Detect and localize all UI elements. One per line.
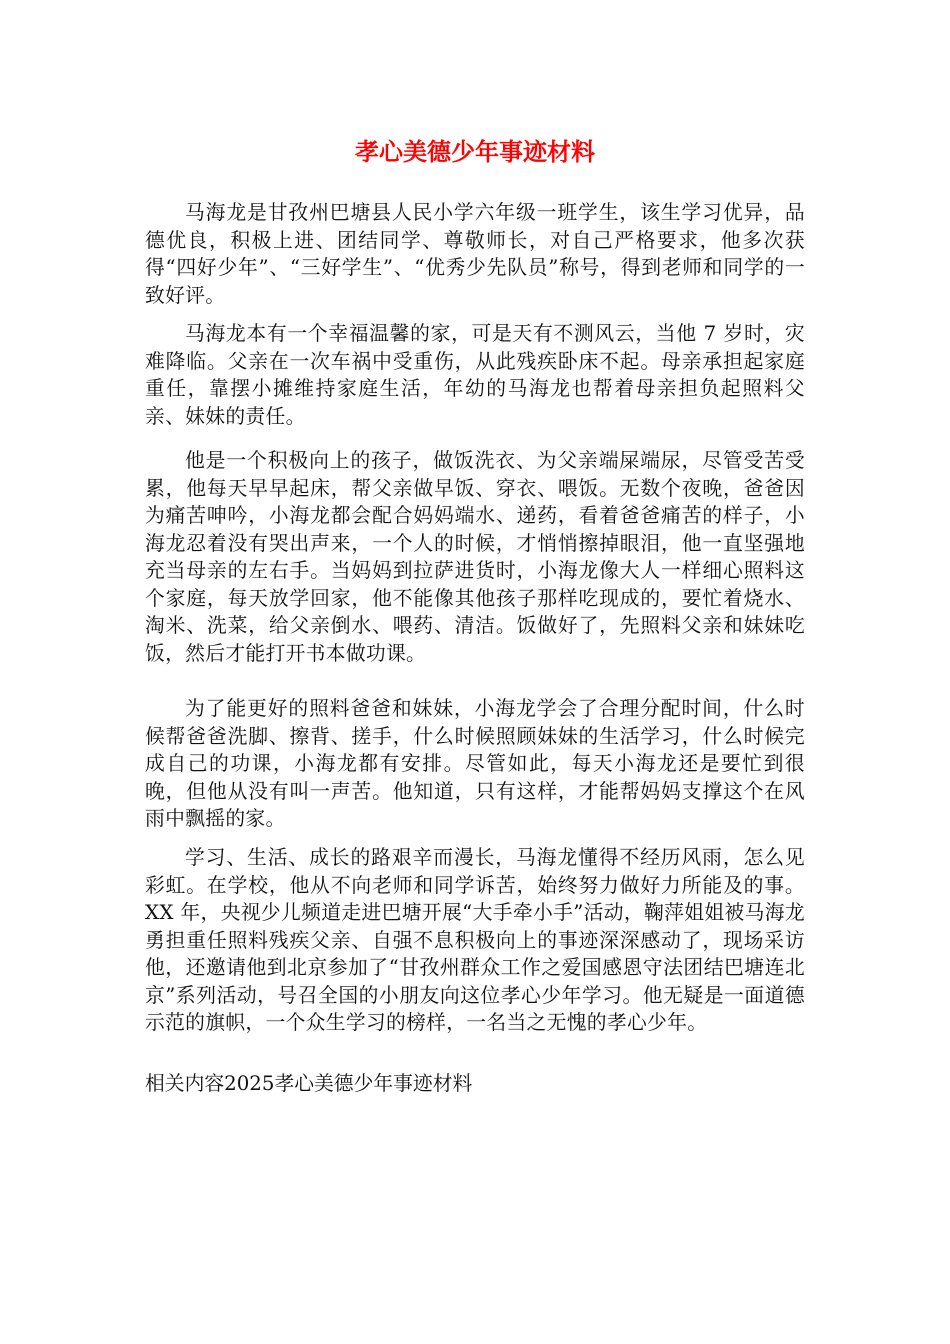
body-paragraph-4: 为了能更好的照料爸爸和妹妹，小海龙学会了合理分配时间，什么时候帮爸爸洗脚、擦背、搓手，什么时候照顾妹妹的生活学习，什么时候完成自己的功课，小海龙都有安排。尽管如此，每天小海龙还是要忙到很晚，但他从没有叫一声苦。他知道，只有这样，才能帮妈妈支撑这个在风雨中飘摇的家。 — [145, 697, 805, 830]
body-paragraph-2: 马海龙本有一个幸福温馨的家，可是天有不测风云，当他 7 岁时，灾难降临。父亲在一次车祸中受重伤，从此残疾卧床不起。母亲承担起家庭重任，靠摆小摊维持家庭生活，年幼的马海龙也帮着母亲担负起照料父亲、妹妹的责任。 — [145, 322, 805, 428]
body-paragraph-1: 马海龙是甘孜州巴塘县人民小学六年级一班学生，该生学习优异，品德优良，积极上进、团结同学、尊敬师长，对自己严格要求，他多次获得“四好少年”、“三好学生”、“优秀少先队员”称号，得到老师和同学的一致好评。 — [145, 201, 805, 307]
document-title: 孝心美德少年事迹材料 — [355, 138, 595, 166]
body-paragraph-3: 他是一个积极向上的孩子，做饭洗衣、为父亲端屎端尿，尽管受苦受累，他每天早早起床，帮父亲做早饭、穿衣、喂饭。无数个夜晚，爸爸因为痛苦呻吟，小海龙都会配合妈妈端水、递药，看着爸爸痛苦的样子，小海龙忍着没有哭出声来，一个人的时候，才悄悄擦掉眼泪，他一直坚强地充当母亲的左右手。当妈妈到拉萨进货时，小海龙像大人一样细心照料这个家庭，每天放学回家，他不能像其他孩子那样吃现成的，要忙着烧水、淘米、洗菜，给父亲倒水、喂药、清洁。饭做好了，先照料父亲和妹妹吃饭，然后才能打开书本做功课。 — [145, 449, 805, 665]
related-content-line: 相关内容2025孝心美德少年事迹材料 — [145, 1072, 473, 1095]
body-paragraph-5: 学习、生活、成长的路艰辛而漫长，马海龙懂得不经历风雨，怎么见彩虹。在学校，他从不向老师和同学诉苦，始终努力做好力所能及的事。XX 年，央视少儿频道走进巴塘开展“大手牵小手”活动，鞠萍姐姐被马海龙勇担重任照料残疾父亲、自强不息积极向上的事迹深深感动了，现场采访他，还邀请他到北京参加了“甘孜州群众工作之爱国感恩守法团结巴塘连北京”系列活动，号召全国的小朋友向这位孝心少年学习。他无疑是一面道德示范的旗帜，一个众生学习的榜样，一名当之无愧的孝心少年。 — [145, 846, 805, 1034]
